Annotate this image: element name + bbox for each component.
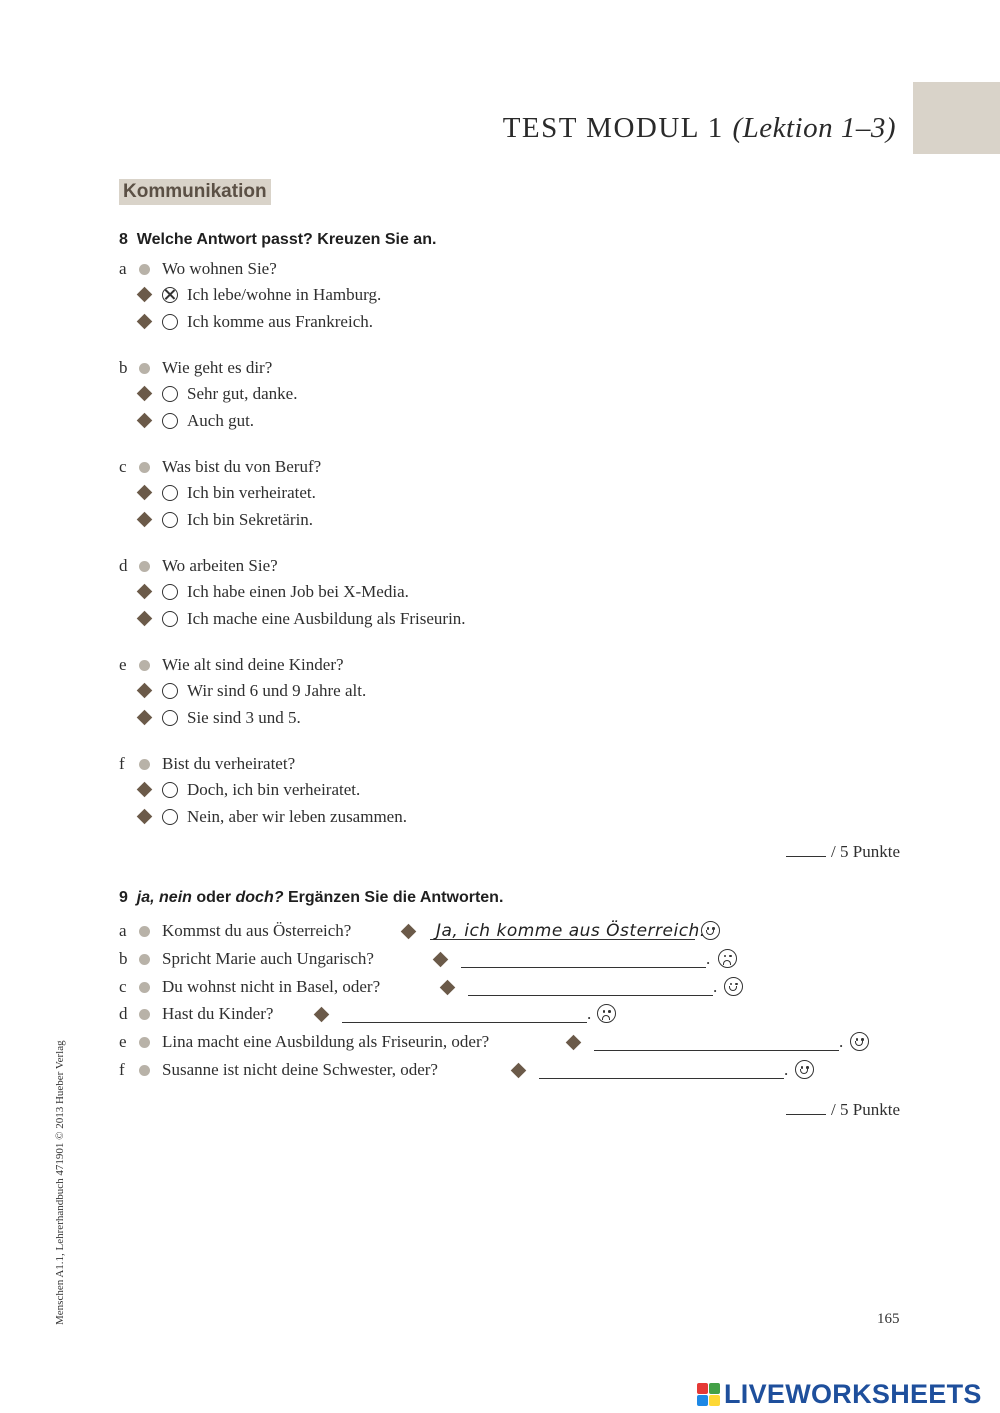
answer-text: Nein, aber wir leben zusammen. bbox=[187, 806, 407, 826]
question-text: Was bist du von Beruf? bbox=[162, 457, 322, 476]
speaker-a-bullet-icon bbox=[139, 363, 150, 374]
question-text: Lina macht eine Ausbildung als Friseurin, oder? bbox=[162, 1032, 490, 1052]
question-text: Wo arbeiten Sie? bbox=[162, 556, 278, 575]
answer-option bbox=[0, 284, 1000, 306]
answer-option bbox=[0, 410, 1000, 432]
liveworksheets-brand bbox=[697, 1376, 982, 1412]
answer-text: Ich bin verheiratet. bbox=[187, 483, 316, 503]
speaker-a-bullet-icon bbox=[139, 954, 150, 965]
speaker-a-bullet-icon bbox=[139, 926, 150, 937]
face-mouth bbox=[602, 1015, 610, 1020]
logo-square bbox=[697, 1383, 708, 1394]
happy-face-icon bbox=[850, 1032, 869, 1051]
question-row bbox=[0, 654, 1000, 676]
fill-in-row bbox=[0, 919, 1000, 943]
sentence-period: . bbox=[784, 1060, 789, 1079]
speaker-a-bullet-icon bbox=[139, 462, 150, 473]
speaker-a-bullet-icon bbox=[139, 1065, 150, 1076]
task-9-instruction-oder: oder bbox=[196, 889, 232, 906]
score-blank[interactable] bbox=[786, 1101, 826, 1115]
answer-radio[interactable] bbox=[162, 485, 178, 501]
speaker-b-diamond-icon bbox=[137, 710, 153, 726]
speaker-b-diamond-icon bbox=[137, 386, 153, 402]
answer-radio[interactable] bbox=[162, 413, 178, 429]
logo-square bbox=[709, 1383, 720, 1394]
question-text: Susanne ist nicht deine Schwester, oder? bbox=[162, 1060, 438, 1079]
face-eye bbox=[729, 955, 732, 958]
speaker-b-diamond-icon bbox=[137, 512, 153, 528]
answer-text: Ich mache eine Ausbildung als Friseurin. bbox=[187, 608, 466, 628]
answer-radio[interactable] bbox=[162, 782, 178, 798]
question-row bbox=[0, 555, 1000, 577]
task-8-points-label: / 5 Punkte bbox=[831, 842, 900, 861]
answer-text: Ich komme aus Frankreich. bbox=[187, 311, 373, 331]
task-9-number: 9 bbox=[119, 889, 128, 906]
corner-tab bbox=[913, 82, 1000, 154]
speaker-b-diamond-icon bbox=[401, 924, 417, 940]
answer-text: Ich bin Sekretärin. bbox=[187, 509, 314, 529]
item-letter: a bbox=[119, 259, 127, 278]
answer-radio[interactable] bbox=[162, 584, 178, 600]
answer-option bbox=[0, 806, 1000, 828]
answer-option bbox=[0, 509, 1000, 531]
question-text: Spricht Marie auch Ungarisch? bbox=[162, 948, 374, 968]
question-text: Wie alt sind deine Kinder? bbox=[162, 655, 344, 674]
task-9-points-label: / 5 Punkte bbox=[831, 1100, 900, 1119]
fill-in-row bbox=[0, 975, 1000, 999]
item-letter: f bbox=[119, 754, 125, 773]
task-8-instruction: Welche Antwort passt? Kreuzen Sie an. bbox=[136, 231, 437, 248]
item-letter: b bbox=[119, 358, 128, 377]
speaker-b-diamond-icon bbox=[137, 287, 153, 303]
fill-in-row bbox=[0, 1002, 1000, 1026]
item-letter: d bbox=[119, 556, 128, 575]
speaker-a-bullet-icon bbox=[139, 264, 150, 275]
speaker-a-bullet-icon bbox=[139, 759, 150, 770]
speaker-b-diamond-icon bbox=[566, 1035, 582, 1051]
question-row bbox=[0, 456, 1000, 478]
answer-option bbox=[0, 482, 1000, 504]
question-row bbox=[0, 258, 1000, 280]
answer-input-line[interactable] bbox=[342, 1022, 587, 1023]
checked-radio[interactable] bbox=[162, 287, 178, 303]
question-text: Kommst du aus Österreich? bbox=[162, 921, 352, 940]
answer-option bbox=[0, 707, 1000, 729]
happy-face-icon bbox=[795, 1060, 814, 1079]
speaker-b-diamond-icon bbox=[137, 782, 153, 798]
happy-face-icon bbox=[701, 921, 720, 940]
section-label: Kommunikation bbox=[119, 179, 271, 205]
speaker-b-diamond-icon bbox=[137, 683, 153, 699]
speaker-b-diamond-icon bbox=[137, 485, 153, 501]
question-text: Wie geht es dir? bbox=[162, 358, 273, 377]
face-mouth bbox=[855, 1041, 863, 1046]
sentence-period: . bbox=[713, 976, 718, 996]
speaker-a-bullet-icon bbox=[139, 660, 150, 671]
item-letter: f bbox=[119, 1060, 125, 1079]
sad-face-icon bbox=[597, 1004, 616, 1023]
sentence-period: . bbox=[839, 1032, 844, 1052]
answer-text: Wir sind 6 und 9 Jahre alt. bbox=[187, 681, 367, 701]
item-letter: e bbox=[119, 655, 127, 674]
fill-in-row bbox=[0, 1058, 1000, 1082]
answer-input-line[interactable] bbox=[539, 1078, 784, 1079]
face-eye bbox=[724, 955, 727, 958]
page-title bbox=[503, 112, 896, 145]
speaker-a-bullet-icon bbox=[139, 1009, 150, 1020]
happy-face-icon bbox=[724, 977, 743, 996]
item-letter: d bbox=[119, 1004, 128, 1024]
speaker-a-bullet-icon bbox=[139, 561, 150, 572]
face-eye bbox=[730, 983, 733, 986]
item-letter: c bbox=[119, 457, 127, 476]
task-9-instruction-rest: Ergänzen Sie die Antworten. bbox=[287, 889, 504, 906]
answer-text: Sie sind 3 und 5. bbox=[187, 707, 301, 727]
face-mouth bbox=[800, 1069, 808, 1074]
task-8-heading bbox=[119, 231, 436, 249]
speaker-b-diamond-icon bbox=[137, 809, 153, 825]
fill-in-row bbox=[0, 947, 1000, 971]
score-blank[interactable] bbox=[786, 843, 826, 857]
answer-radio[interactable] bbox=[162, 386, 178, 402]
question-row bbox=[0, 753, 1000, 775]
task-8-number: 8 bbox=[119, 231, 128, 248]
answer-radio[interactable] bbox=[162, 314, 178, 330]
handwritten-answer[interactable]: Ja, ich komme aus Österreich. bbox=[436, 921, 706, 941]
speaker-b-diamond-icon bbox=[314, 1007, 330, 1023]
copyright-credit: Menschen A1.1, Lehrerhandbuch 471901 © 2013 Hueber Verlag bbox=[54, 1040, 66, 1325]
face-mouth bbox=[723, 960, 731, 965]
speaker-a-bullet-icon bbox=[139, 1037, 150, 1048]
face-eye bbox=[603, 1010, 606, 1013]
sad-face-icon bbox=[718, 949, 737, 968]
item-letter: a bbox=[119, 921, 127, 940]
answer-option bbox=[0, 608, 1000, 630]
item-letter: b bbox=[119, 948, 128, 968]
question-text: Du wohnst nicht in Basel, oder? bbox=[162, 976, 381, 996]
answer-option bbox=[0, 779, 1000, 801]
task-9-instruction-doch: doch? bbox=[235, 889, 284, 906]
speaker-b-diamond-icon bbox=[433, 952, 449, 968]
question-row bbox=[0, 357, 1000, 379]
answer-radio[interactable] bbox=[162, 809, 178, 825]
page-number: 165 bbox=[877, 1311, 900, 1327]
answer-input-line[interactable] bbox=[594, 1050, 839, 1051]
speaker-b-diamond-icon bbox=[137, 584, 153, 600]
sentence-period: . bbox=[587, 1004, 592, 1024]
face-mouth bbox=[729, 986, 737, 991]
task-9-instruction-ja-nein: ja, nein bbox=[136, 889, 192, 906]
speaker-a-bullet-icon bbox=[139, 982, 150, 993]
task-9-heading bbox=[119, 889, 503, 907]
answer-text: Ich habe einen Job bei X-Media. bbox=[187, 582, 409, 602]
answer-radio[interactable] bbox=[162, 683, 178, 699]
question-text: Hast du Kinder? bbox=[162, 1004, 274, 1024]
face-eye bbox=[608, 1010, 611, 1013]
speaker-b-diamond-icon bbox=[137, 413, 153, 429]
page-title-main: TEST MODUL 1 bbox=[502, 112, 724, 144]
answer-option bbox=[0, 311, 1000, 333]
answer-radio[interactable] bbox=[162, 710, 178, 726]
answer-input-line[interactable] bbox=[468, 995, 713, 996]
item-letter: e bbox=[119, 1032, 127, 1052]
answer-option bbox=[0, 383, 1000, 405]
answer-option bbox=[0, 680, 1000, 702]
answer-radio[interactable] bbox=[162, 512, 178, 528]
speaker-b-diamond-icon bbox=[511, 1063, 527, 1079]
task-8-points bbox=[786, 842, 900, 862]
brand-text: LIVEWORKSHEETS bbox=[724, 1378, 982, 1409]
answer-text: Sehr gut, danke. bbox=[187, 384, 298, 404]
question-text: Wo wohnen Sie? bbox=[162, 259, 277, 278]
face-mouth bbox=[706, 930, 714, 935]
answer-input-line[interactable] bbox=[461, 967, 706, 968]
answer-radio[interactable] bbox=[162, 611, 178, 627]
answer-text: Auch gut. bbox=[187, 410, 255, 430]
question-text: Bist du verheiratet? bbox=[162, 754, 296, 773]
item-letter: c bbox=[119, 976, 127, 996]
page-title-lessons: (Lektion 1–3) bbox=[732, 112, 896, 144]
answer-option bbox=[0, 581, 1000, 603]
sentence-period: . bbox=[706, 948, 711, 968]
face-eye bbox=[735, 983, 738, 986]
answer-text: Doch, ich bin verheiratet. bbox=[187, 780, 361, 800]
speaker-b-diamond-icon bbox=[137, 611, 153, 627]
liveworksheets-logo-icon bbox=[697, 1383, 720, 1406]
logo-square bbox=[709, 1395, 720, 1406]
logo-square bbox=[697, 1395, 708, 1406]
speaker-b-diamond-icon bbox=[137, 314, 153, 330]
task-9-points bbox=[786, 1100, 900, 1120]
fill-in-row bbox=[0, 1030, 1000, 1054]
speaker-b-diamond-icon bbox=[440, 979, 456, 995]
answer-text: Ich lebe/wohne in Hamburg. bbox=[187, 285, 382, 305]
